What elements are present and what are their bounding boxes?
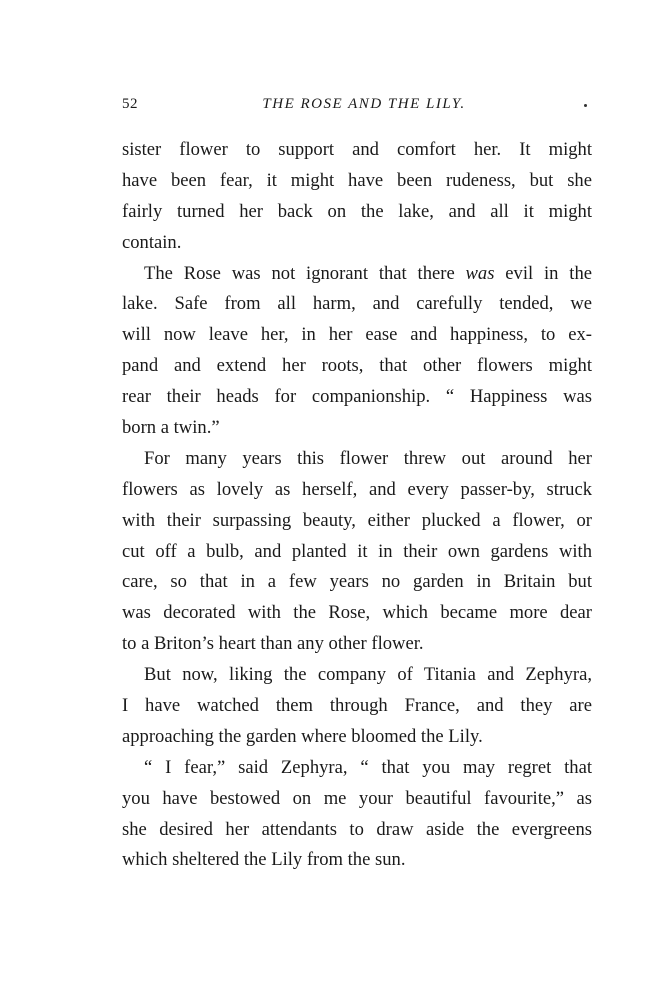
text-line: to a Briton’s heart than any other flower. [122, 633, 424, 655]
text-run: evil in the [494, 262, 592, 284]
running-head: THE ROSE AND THE LILY. [262, 96, 466, 112]
text-run: The Rose was not ignorant that there [144, 262, 466, 284]
page-number: 52 [122, 96, 138, 112]
body-text [122, 135, 592, 876]
text-line: But now, liking the company of Titania and Zephyra, [144, 664, 592, 686]
text-line: born a twin.” [122, 417, 220, 439]
text-line: with their surpassing beauty, either plucked a flower, or [122, 509, 592, 531]
text-line: lake. Safe from all harm, and carefully tended, we [122, 293, 592, 315]
text-line: will now leave her, in her ease and happiness, to ex- [122, 324, 592, 346]
text-line: she desired her attendants to draw aside the evergreens [122, 818, 592, 840]
text-line: approaching the garden where bloomed the Lily. [122, 725, 483, 747]
emphasized-word: was [465, 262, 495, 284]
text-line: I have watched them through France, and they are [122, 695, 592, 717]
text-line: “ I fear,” said Zephyra, “ that you may regret that [144, 756, 592, 778]
text-line: rear their heads for companionship. “ Happiness was [122, 386, 592, 408]
text-line: sister flower to support and comfort her. It might [122, 139, 592, 160]
print-speck [584, 104, 587, 107]
text-line: was decorated with the Rose, which became more dear [122, 602, 592, 624]
text-line: care, so that in a few years no garden in Britain but [122, 571, 592, 593]
page-header [122, 96, 592, 120]
text-line: flowers as lovely as herself, and every passer-by, struck [122, 478, 592, 500]
text-line: you have bestowed on me your beautiful favourite,” as [122, 787, 592, 809]
text-line: pand and extend her roots, that other flowers might [122, 355, 592, 377]
text-line: fairly turned her back on the lake, and all it might [122, 200, 592, 222]
text-line: contain. [122, 231, 182, 253]
text-line [122, 259, 592, 290]
text-line: have been fear, it might have been rudeness, but she [122, 169, 592, 191]
text-line: which sheltered the Lily from the sun. [122, 849, 406, 871]
text-line: For many years this flower threw out around her [144, 447, 592, 469]
text-line: cut off a bulb, and planted it in their own gardens with [122, 540, 592, 562]
